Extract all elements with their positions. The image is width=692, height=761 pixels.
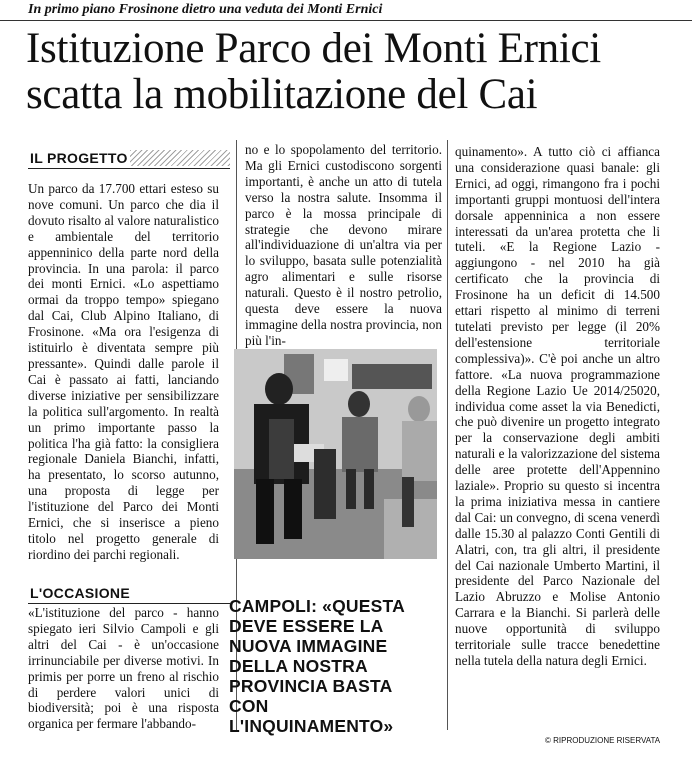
- section-heading-progetto: IL PROGETTO: [30, 150, 128, 166]
- topline: [0, 20, 692, 21]
- headline: [26, 26, 676, 118]
- paragraph: quinamento». A tutto ciò ci affianca una considerazione quasi banale: gli Ernici, ad oggi, rimangono fra i pochi importanti gruppi montuosi dell'intera dorsale appenninica a non essere interessati da un'area protetta che li tuteli. «E la Regione Lazio - aggiungono - nel 2010 ha già certificato che la provincia di Frosinone ha un deficit di 14.500 ettari rispetto al minimo di terreni tutelati previsto per legge (il 20% dell'estensione territoriale complessiva)». C'è poi anche un altro fattore. «La nuova programmazione della Regione Lazio Ue 2014/25020, individua come asset la via Benedicti, che può divenire un progetto integrato per la conservazione degli ambiti naturali e la valorizzazione del sistema delle aree protette dell'Appennino laziale». Proprio su questo si incentra la prima iniziativa messa in cantiere dal Cai: un convegno, di scena venerdì dalle 15.30 al palazzo Conti Gentili di Alatri, con, tra gli altri, il presidente del Cai nazionale Umberto Martini, il presidente del Parco Nazionale del Lazio Abruzzo e Molise Antonio Carrara e la Bianchi. Si parlerà delle nuove opportunità di sviluppo territoriale sulle tracce benedettine nella tutela della natura degli Ernici.: [455, 144, 660, 668]
- section-heading-occasione: L'OCCASIONE: [30, 585, 130, 601]
- headline-line-1: Istituzione Parco dei Monti Ernici: [26, 25, 601, 72]
- meeting-photo: [234, 349, 437, 559]
- pull-quote: CAMPOLI: «QUESTA DEVE ESSERE LA NUOVA IMMAGINE DELLA NOSTRA PROVINCIA BASTA CON L'INQUINAMENTO»: [229, 596, 405, 736]
- paragraph: Un parco da 17.700 ettari esteso su nove comuni. Un parco che dia il dovuto risalto al valore naturalistico e ambientale del territorio appenninico della parte nord della provincia. In una parola: il parco dei monti Ernici. «Lo aspettiamo ormai da troppo tempo» spiegano dal Cai, Club Alpino Italiano, di Frosinone. «Ma ora l'esigenza di istituirlo è diventata sempre più pressante». Quindi dalle parole il Cai è passato ai fatti, lanciando diverse iniziative per sensibilizzare la politica sull'argomento. In realtà un primo importante passo la politica l'ha già fatto: la consigliera regionale Daniela Bianchi, infatti, ha presentato, lo scorso autunno, una proposta di legge per l'istituzione del Parco dei Monti Ernici, che si inserisce a pieno titolo nel progetto generale di riordino dei parchi regionali.: [28, 181, 219, 562]
- headline-line-2: scatta la mobilitazione del Cai: [26, 71, 538, 118]
- article-column-1: [28, 181, 219, 563]
- section-rule: [28, 168, 230, 169]
- article-column-2: [245, 142, 442, 349]
- photo-illustration: [234, 349, 437, 559]
- column-divider: [447, 140, 448, 730]
- kicker-caption: In primo piano Frosinone dietro una veduta dei Monti Ernici: [28, 2, 383, 17]
- paragraph: «L'istituzione del parco - hanno spiegato ieri Silvio Campoli e gli altri del Cai - è un'occasione irrinunciabile per diverse motivi. In primis per porre un freno al rischio di perdere valori unici di biodiversità; poi è una risposta organica per fermare l'abbando-: [28, 605, 219, 732]
- article-column-3: [455, 144, 660, 669]
- copyright-credit: © RIPRODUZIONE RISERVATA: [545, 736, 661, 745]
- paragraph: no e lo spopolamento del territorio. Ma gli Ernici custodiscono sorgenti importanti, è anche un atto di tutela verso la nostra salute. Insomma il parco è la mossa principale di strategie che devono mirare all'individuazione di un'altra via per lo sviluppo, basata sulle potenzialità agro alimentari e sulle risorse naturali. Questo è il nostro petrolio, questa deve essere la nuova immagine della nostra provincia, non più l'in-: [245, 142, 442, 348]
- section-rule: [28, 603, 230, 604]
- article-column-1b: [28, 605, 219, 732]
- decorative-hatch: [130, 150, 230, 166]
